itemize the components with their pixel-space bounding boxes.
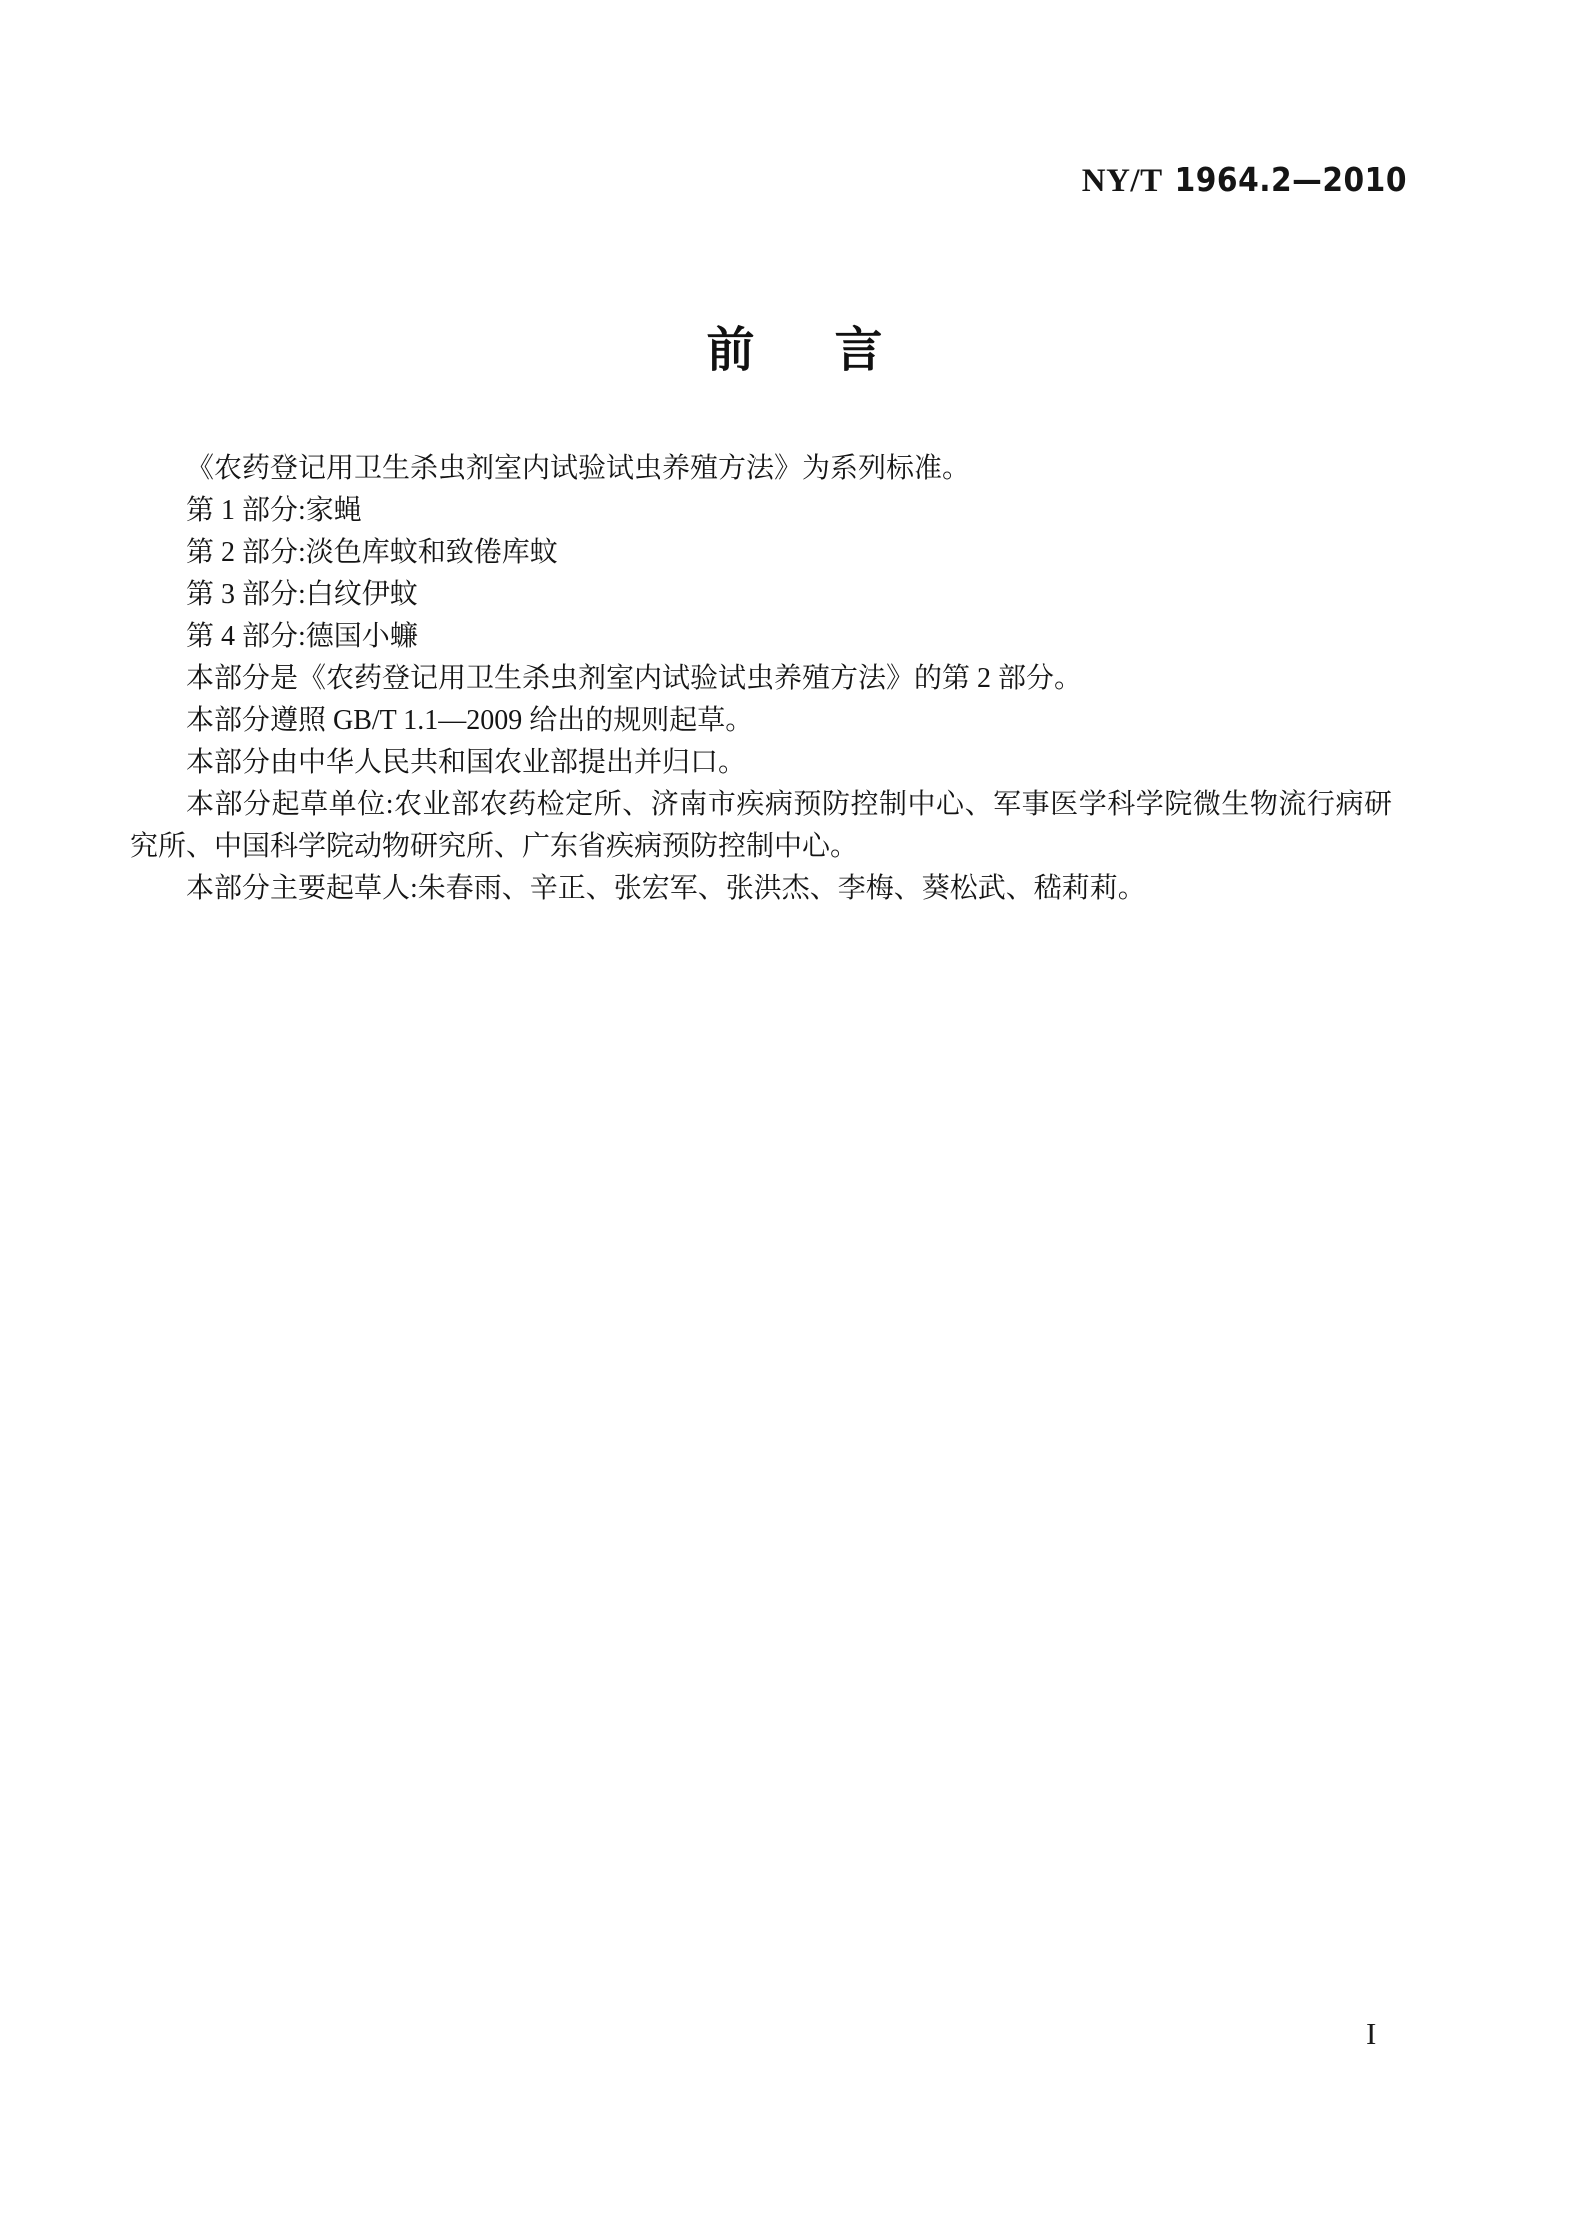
standard-code-number: 1964.2—2010 — [1174, 160, 1407, 199]
paragraph-this-part: 本部分是《农药登记用卫生杀虫剂室内试验试虫养殖方法》的第 2 部分。 — [186, 663, 1083, 694]
paragraph-drafting-organizations: 本部分起草单位:农业部农药检定所、济南市疾病预防控制中心、军事医学科学院微生物流行病研究所、中国科学院动物研究所、广东省疾病预防控制中心。 — [130, 789, 1392, 862]
paragraph-series-intro: 《农药登记用卫生杀虫剂室内试验试虫养殖方法》为系列标准。 — [186, 453, 971, 484]
paragraph-part-4: 第 4 部分:德国小蠊 — [186, 621, 418, 652]
page-title-char-2: 言 — [834, 324, 883, 377]
paragraph-part-1: 第 1 部分:家蝇 — [186, 495, 362, 526]
page-title-char-1: 前 — [706, 324, 755, 377]
page-title — [0, 324, 1589, 378]
foreword-body — [130, 448, 1392, 910]
paragraph-proposed-by: 本部分由中华人民共和国农业部提出并归口。 — [186, 747, 747, 778]
page-number: I — [1366, 2016, 1377, 2051]
standard-code — [1082, 160, 1407, 200]
paragraph-drafters: 本部分主要起草人:朱春雨、辛正、张宏军、张洪杰、李梅、葵松武、嵇莉莉。 — [186, 873, 1146, 904]
paragraph-drafting-rules: 本部分遵照 GB/T 1.1—2009 给出的规则起草。 — [186, 705, 754, 736]
paragraph-part-3: 第 3 部分:白纹伊蚊 — [186, 579, 418, 610]
paragraph-part-2: 第 2 部分:淡色库蚊和致倦库蚊 — [186, 537, 558, 568]
standard-code-prefix: NY/T — [1081, 163, 1163, 199]
